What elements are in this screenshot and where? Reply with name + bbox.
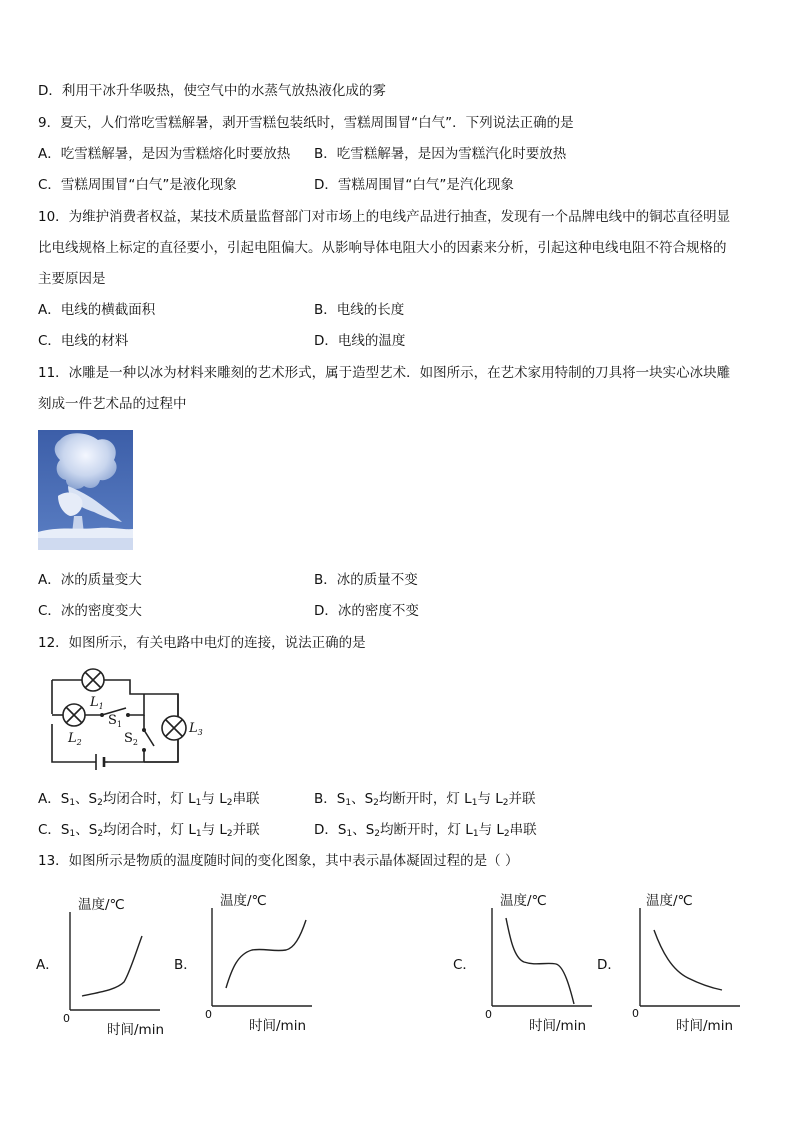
q11-stem-line-1: 11．冰雕是一种以冰为材料来雕刻的艺术形式，属于造型艺术．如图所示，在艺术家用特制的刀具将一块实心冰块雕 bbox=[38, 365, 731, 381]
svg-text:S2 bbox=[124, 731, 138, 747]
graph-b-ylabel: 温度/℃ bbox=[220, 893, 267, 909]
q10-option-b: B．电线的长度 bbox=[314, 302, 405, 318]
label-l2-sub: 2 bbox=[76, 738, 82, 747]
graph-c-xlabel: 时间/min bbox=[529, 1018, 587, 1034]
graph-b-xlabel: 时间/min bbox=[249, 1018, 307, 1034]
lamp-l1-icon bbox=[82, 669, 104, 691]
q10-option-c: C．电线的材料 bbox=[38, 333, 129, 349]
graph-a-xlabel: 时间/min bbox=[107, 1022, 165, 1038]
q12-option-c: C．$S_1$、$S_2$均闭合时，灯 $L_1$与 $L_2$并联 bbox=[38, 822, 260, 839]
q10-stem-line-2: 比电线规格上标定的直径要小，引起电阻偏大。从影响导体电阻大小的因素来分析，引起这种电线电阻不符合规格的 bbox=[38, 240, 727, 256]
label-l1: L bbox=[90, 695, 99, 710]
q9-option-a: A．吃雪糕解暑，是因为雪糕熔化时要放热 bbox=[38, 146, 291, 162]
graph-d bbox=[632, 908, 742, 1010]
label-l1-sub: 1 bbox=[98, 702, 104, 711]
graph-a bbox=[60, 912, 160, 1014]
q11-stem-line-2: 刻成一件艺术品的过程中 bbox=[38, 396, 187, 412]
q12-option-b: B．$S_1$、$S_2$均断开时，灯 $L_1$与 $L_2$并联 bbox=[314, 791, 536, 808]
label-l3-sub: 3 bbox=[197, 728, 203, 737]
q9-option-d: D．雪糕周围冒“白气”是汽化现象 bbox=[314, 177, 514, 193]
graph-a-label: A． bbox=[36, 957, 59, 973]
q12-option-a: A．$S_1$、$S_2$均闭合时，灯 $L_1$与 $L_2$串联 bbox=[38, 791, 260, 808]
q11-option-d: D．冰的密度不变 bbox=[314, 603, 419, 619]
q13-stem: 13．如图所示是物质的温度随时间的变化图象，其中表示晶体凝固过程的是（ ） bbox=[38, 853, 519, 869]
q11-option-a: A．冰的质量变大 bbox=[38, 572, 142, 588]
lamp-l3-icon bbox=[162, 694, 186, 740]
q12-stem: 12．如图所示，有关电路中电灯的连接，说法正确的是 bbox=[38, 635, 366, 651]
label-s1-sub: 1 bbox=[116, 720, 122, 729]
label-l3: L bbox=[189, 721, 198, 736]
q12-option-d: D．$S_1$、$S_2$均断开时，灯 $L_1$与 $L_2$串联 bbox=[314, 822, 537, 839]
graph-a-curve bbox=[82, 936, 142, 996]
label-s1: S bbox=[108, 713, 117, 728]
svg-text:L3 bbox=[188, 721, 203, 737]
q11-option-b: B．冰的质量不变 bbox=[314, 572, 418, 588]
label-s2-sub: 2 bbox=[132, 738, 138, 747]
graph-a-origin: 0 bbox=[63, 1012, 70, 1025]
label-s2: S bbox=[124, 731, 133, 746]
q10-option-d: D．电线的温度 bbox=[314, 333, 406, 349]
graph-b-curve bbox=[226, 920, 306, 988]
graph-a-ylabel: 温度/℃ bbox=[78, 897, 125, 913]
svg-text:L1 bbox=[89, 695, 104, 711]
q9-stem: 9．夏天，人们常吃雪糕解暑，剥开雪糕包装纸时，雪糕周围冒“白气”．下列说法正确的是 bbox=[38, 115, 574, 131]
svg-text:S1 bbox=[108, 713, 122, 729]
graph-b bbox=[204, 908, 314, 1010]
q9-option-b: B．吃雪糕解暑，是因为雪糕汽化时要放热 bbox=[314, 146, 567, 162]
graph-c-ylabel: 温度/℃ bbox=[500, 893, 547, 909]
q10-option-a: A．电线的横截面积 bbox=[38, 302, 156, 318]
graph-c-curve bbox=[506, 918, 574, 1004]
q11-option-c: C．冰的密度变大 bbox=[38, 603, 142, 619]
q10-stem-line-1: 10．为维护消费者权益，某技术质量监督部门对市场上的电线产品进行抽查，发现有一个品牌电线中的铜芯直径明显 bbox=[38, 209, 731, 225]
graph-c bbox=[484, 908, 594, 1010]
graph-d-curve bbox=[654, 930, 722, 990]
svg-text:L2 bbox=[67, 731, 82, 747]
q8-option-d: D．利用干冰升华吸热，使空气中的水蒸气放热液化成的雾 bbox=[38, 83, 386, 99]
q10-stem-line-3: 主要原因是 bbox=[38, 271, 106, 287]
graph-d-xlabel: 时间/min bbox=[676, 1018, 734, 1034]
graph-b-origin: 0 bbox=[205, 1008, 212, 1021]
graph-c-origin: 0 bbox=[485, 1008, 492, 1021]
ice-sculpture-image bbox=[38, 430, 133, 550]
circuit-diagram bbox=[40, 662, 220, 774]
q9-option-c: C．雪糕周围冒“白气”是液化现象 bbox=[38, 177, 237, 193]
graph-d-origin: 0 bbox=[632, 1007, 639, 1020]
label-l2: L bbox=[68, 731, 77, 746]
graph-b-label: B． bbox=[174, 957, 197, 973]
graph-d-ylabel: 温度/℃ bbox=[646, 893, 693, 909]
graph-d-label: D． bbox=[597, 957, 621, 973]
lamp-l2-icon bbox=[63, 704, 85, 726]
graph-c-label: C． bbox=[453, 957, 476, 973]
